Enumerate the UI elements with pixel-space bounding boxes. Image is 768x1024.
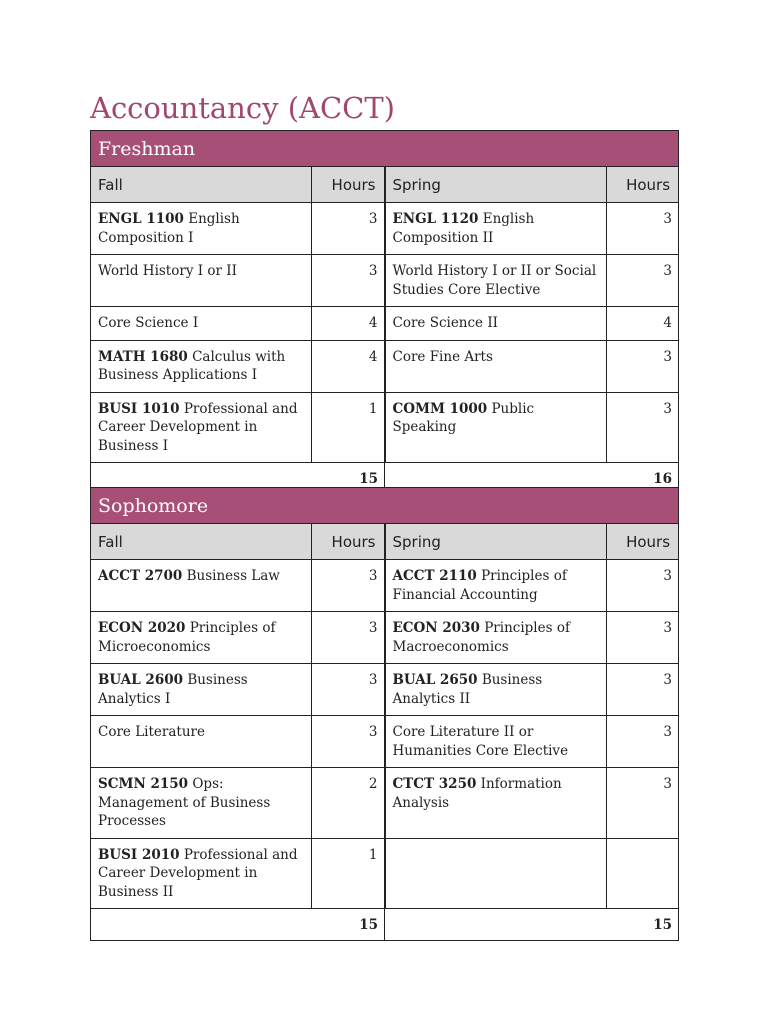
spring-course-code: ENGL 1120 [392,211,479,227]
spring-course-cell [385,612,607,664]
course-row [91,340,679,392]
spring-course-title: Principles of Macroeconomics [392,620,570,655]
course-row [91,612,679,664]
spring-total-hours: 16 [385,463,679,495]
spring-credit-hours: 3 [607,255,679,307]
spring-course-title: English Composition II [392,211,535,246]
fall-total-hours: 15 [91,909,385,941]
fall-course-code: BUAL 2600 [98,672,184,688]
spring-course-cell [385,768,607,839]
fall-credit-hours: 4 [312,340,385,392]
spring-credit-hours: 3 [607,203,679,255]
fall-credit-hours: 1 [312,838,385,909]
course-row [91,203,679,255]
spring-credit-hours: 3 [607,716,679,768]
fall-course-title: Core Science I [98,315,199,331]
fall-course-cell [91,716,312,768]
fall-credit-hours: 3 [312,255,385,307]
fall-course-title: Principles of Microeconomics [98,620,276,655]
fall-credit-hours: 3 [312,612,385,664]
spring-course-cell [385,255,607,307]
page-title: Accountancy (ACCT) [90,91,395,125]
spring-credit-hours: 4 [607,307,679,341]
fall-course-title: Ops: Management of Business Processes [98,776,271,829]
course-row [91,560,679,612]
spring-course-title: World History I or II or Social Studies Core Elective [392,263,597,298]
fall-course-title: Professional and Career Development in Business I [98,400,298,454]
fall-hours-column-header: Hours [312,167,385,203]
fall-credit-hours: 4 [312,307,385,341]
fall-course-cell [91,307,312,341]
fall-course-cell [91,340,312,392]
spring-course-cell [385,838,607,909]
spring-credit-hours: 3 [607,768,679,839]
fall-course-code: MATH 1680 [98,348,188,365]
course-row [91,768,679,839]
fall-course-cell [91,255,312,307]
fall-credit-hours: 3 [312,560,385,612]
column-header-row [91,167,679,203]
fall-course-cell [91,768,312,839]
fall-credit-hours: 1 [312,392,385,463]
fall-credit-hours: 3 [312,203,385,255]
fall-course-cell [91,838,312,909]
sophomore-plan-table [90,487,679,941]
course-row [91,716,679,768]
course-row [91,392,679,463]
spring-course-code: BUAL 2650 [392,672,478,688]
spring-course-cell [385,340,607,392]
fall-column-header: Fall [91,167,312,203]
year-header-row [91,488,679,524]
fall-column-header: Fall [91,524,312,560]
fall-course-title: Core Literature [98,724,205,740]
fall-course-code: ENGL 1100 [98,211,184,227]
spring-course-title: Information Analysis [392,776,562,811]
year-header-row [91,131,679,167]
spring-course-code: ECON 2030 [392,620,480,636]
spring-credit-hours: 3 [607,664,679,716]
fall-course-cell [91,664,312,716]
spring-credit-hours: 3 [607,392,679,463]
fall-credit-hours: 3 [312,716,385,768]
fall-course-code: BUSI 2010 [98,846,180,863]
course-row [91,664,679,716]
spring-course-cell [385,203,607,255]
fall-course-title: Professional and Career Development in Business II [98,846,298,900]
spring-course-title: Core Literature II or Humanities Core Elective [392,724,569,759]
fall-course-title: World History I or II [98,263,237,279]
spring-credit-hours [607,838,679,909]
spring-course-code: COMM 1000 [392,400,488,417]
spring-course-title: Public Speaking [392,400,535,435]
spring-course-code: ACCT 2110 [392,568,477,584]
fall-total-hours: 15 [91,463,385,495]
fall-course-title: Calculus with Business Applications I [98,348,286,383]
spring-course-title: Business Analytics II [392,672,543,707]
fall-hours-column-header: Hours [312,524,385,560]
spring-column-header: Spring [385,524,607,560]
spring-course-cell [385,392,607,463]
course-row [91,307,679,341]
spring-course-cell [385,307,607,341]
fall-course-code: ACCT 2700 [98,568,183,584]
fall-course-title: Business Analytics I [98,672,248,707]
spring-hours-column-header: Hours [607,524,679,560]
fall-course-code: BUSI 1010 [98,400,180,417]
fall-course-cell [91,612,312,664]
spring-credit-hours: 3 [607,612,679,664]
year-title: Freshman [91,131,679,167]
total-row [91,909,679,941]
spring-hours-column-header: Hours [607,167,679,203]
fall-course-title: English Composition I [98,211,240,246]
freshman-plan-table [90,130,679,495]
spring-column-header: Spring [385,167,607,203]
column-header-row [91,524,679,560]
course-row [91,838,679,909]
spring-course-cell [385,716,607,768]
fall-course-cell [91,560,312,612]
spring-course-code: CTCT 3250 [392,776,477,792]
spring-total-hours: 15 [385,909,679,941]
fall-course-cell [91,203,312,255]
spring-credit-hours: 3 [607,340,679,392]
fall-credit-hours: 3 [312,664,385,716]
spring-course-title: Core Fine Arts [392,348,493,365]
course-row [91,255,679,307]
fall-course-code: SCMN 2150 [98,776,189,792]
fall-course-title: Business Law [186,568,280,584]
spring-credit-hours: 3 [607,560,679,612]
year-title: Sophomore [91,488,679,524]
spring-course-title: Core Science II [392,315,499,331]
fall-course-cell [91,392,312,463]
fall-credit-hours: 2 [312,768,385,839]
spring-course-title: Principles of Financial Accounting [392,568,567,603]
spring-course-cell [385,560,607,612]
spring-course-cell [385,664,607,716]
fall-course-code: ECON 2020 [98,620,186,636]
